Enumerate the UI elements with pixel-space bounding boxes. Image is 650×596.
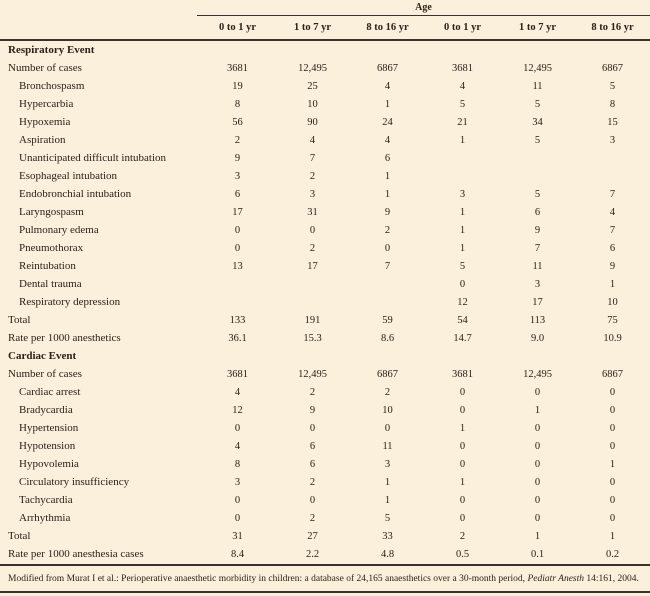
value-cell: 0	[609, 494, 616, 506]
value-cell: 8	[234, 458, 241, 470]
row-label: Esophageal intubation	[19, 170, 118, 182]
value-cell: 0	[534, 494, 541, 506]
row-label: Hypertension	[19, 422, 79, 434]
value-cell: 15	[607, 116, 618, 128]
row-label: Hypotension	[19, 440, 76, 452]
table-row	[0, 527, 650, 545]
value-cell: 17	[532, 296, 543, 308]
table-row	[0, 95, 650, 113]
value-cell: 9	[234, 152, 241, 164]
value-cell: 3681	[227, 368, 248, 380]
value-cell: 2	[309, 242, 316, 254]
value-cell: 8	[234, 98, 241, 110]
value-cell: 31	[307, 206, 318, 218]
value-cell: 0	[534, 512, 541, 524]
value-cell: 8.4	[230, 548, 245, 560]
table-row	[0, 455, 650, 473]
value-cell: 1	[459, 476, 466, 488]
value-cell: 15.3	[303, 332, 322, 344]
value-cell: 12,495	[298, 62, 327, 74]
table-body	[0, 41, 650, 563]
value-cell: 0	[459, 404, 466, 416]
value-cell: 9	[609, 260, 616, 272]
row-label: Unanticipated difficult intubation	[19, 152, 167, 164]
footnote-journal: Pediatr Anesth	[527, 574, 584, 584]
value-cell: 2	[459, 530, 466, 542]
value-cell: 1	[384, 98, 391, 110]
value-cell: 4	[384, 134, 391, 146]
value-cell: 11	[382, 440, 393, 452]
row-label: Bronchospasm	[19, 80, 85, 92]
value-cell: 17	[307, 260, 318, 272]
table-row	[0, 401, 650, 419]
value-cell: 0	[459, 494, 466, 506]
value-cell: 10	[382, 404, 393, 416]
value-cell: 5	[534, 134, 541, 146]
value-cell: 4	[234, 386, 241, 398]
value-cell: 19	[232, 80, 243, 92]
value-cell: 5	[534, 188, 541, 200]
value-cell: 0	[234, 224, 241, 236]
value-cell: 3681	[452, 62, 473, 74]
value-cell: 9	[534, 224, 541, 236]
value-cell: 4	[459, 80, 466, 92]
value-cell: 0	[234, 494, 241, 506]
value-cell: 9.0	[530, 332, 545, 344]
row-label: Tachycardia	[19, 494, 73, 506]
value-cell: 133	[229, 314, 246, 326]
value-cell: 0	[534, 422, 541, 434]
value-cell: 3	[384, 458, 391, 470]
value-cell: 1	[384, 494, 391, 506]
value-cell: 25	[307, 80, 318, 92]
value-cell: 9	[309, 404, 316, 416]
value-cell: 0.2	[605, 548, 620, 560]
table-row	[0, 257, 650, 275]
value-cell: 0	[459, 440, 466, 452]
value-cell: 8.6	[380, 332, 395, 344]
value-cell: 0	[534, 458, 541, 470]
table-row	[0, 113, 650, 131]
value-cell: 0	[534, 440, 541, 452]
value-cell: 0	[309, 494, 316, 506]
column-header: 8 to 16 yr	[366, 22, 409, 33]
value-cell: 1	[459, 206, 466, 218]
value-cell: 3	[534, 278, 541, 290]
value-cell: 8	[609, 98, 616, 110]
value-cell: 24	[382, 116, 393, 128]
value-cell: 0	[459, 386, 466, 398]
value-cell: 0	[234, 512, 241, 524]
value-cell: 0	[534, 386, 541, 398]
row-label: Arrhythmia	[19, 512, 71, 524]
value-cell: 0	[609, 422, 616, 434]
value-cell: 1	[384, 188, 391, 200]
value-cell: 6867	[602, 62, 623, 74]
value-cell: 3	[234, 476, 241, 488]
value-cell: 56	[232, 116, 243, 128]
table-row	[0, 509, 650, 527]
value-cell: 12	[457, 296, 468, 308]
row-label: Endobronchial intubation	[19, 188, 132, 200]
value-cell: 4	[609, 206, 616, 218]
value-cell: 2.2	[305, 548, 320, 560]
value-cell: 0	[609, 512, 616, 524]
value-cell: 1	[534, 530, 541, 542]
value-cell: 13	[232, 260, 243, 272]
table-row	[0, 419, 650, 437]
row-label: Pulmonary edema	[19, 224, 99, 236]
row-label: Pneumothorax	[19, 242, 84, 254]
value-cell: 6	[534, 206, 541, 218]
table-row	[0, 149, 650, 167]
row-label: Rate per 1000 anesthesia cases	[8, 548, 144, 560]
value-cell: 1	[609, 278, 616, 290]
value-cell: 2	[309, 386, 316, 398]
value-cell: 21	[457, 116, 468, 128]
row-label: Number of cases	[8, 368, 82, 380]
row-label: Total	[8, 314, 31, 326]
section-header: Cardiac Event	[8, 350, 77, 362]
value-cell: 3	[234, 170, 241, 182]
value-cell: 0	[309, 422, 316, 434]
value-cell: 0	[234, 242, 241, 254]
table-row	[0, 275, 650, 293]
value-cell: 5	[534, 98, 541, 110]
age-header-label: Age	[415, 2, 432, 13]
value-cell: 9	[384, 206, 391, 218]
value-cell: 11	[532, 260, 543, 272]
table-row	[0, 365, 650, 383]
row-label: Respiratory depression	[19, 296, 121, 308]
table-row	[0, 131, 650, 149]
value-cell: 12,495	[298, 368, 327, 380]
value-cell: 6867	[377, 368, 398, 380]
row-label: Total	[8, 530, 31, 542]
value-cell: 1	[609, 458, 616, 470]
value-cell: 7	[609, 188, 616, 200]
value-cell: 59	[382, 314, 393, 326]
value-cell: 0	[459, 278, 466, 290]
value-cell: 7	[384, 260, 391, 272]
value-cell: 6	[309, 440, 316, 452]
value-cell: 3	[609, 134, 616, 146]
column-header: 1 to 7 yr	[293, 22, 332, 33]
age-header-spacer	[0, 0, 197, 16]
column-header: 8 to 16 yr	[591, 22, 634, 33]
value-cell: 10.9	[603, 332, 622, 344]
value-cell: 7	[534, 242, 541, 254]
value-cell: 4	[384, 80, 391, 92]
value-cell: 2	[384, 386, 391, 398]
value-cell: 113	[529, 314, 546, 326]
value-cell: 1	[459, 422, 466, 434]
value-cell: 1	[459, 224, 466, 236]
value-cell: 191	[304, 314, 321, 326]
value-cell: 1	[459, 134, 466, 146]
value-cell: 1	[384, 170, 391, 182]
age-header-row	[0, 0, 650, 16]
row-label: Dental trauma	[19, 278, 82, 290]
value-cell: 1	[609, 530, 616, 542]
row-label: Hypercarbia	[19, 98, 74, 110]
value-cell: 0	[609, 404, 616, 416]
table-row	[0, 293, 650, 311]
value-cell: 1	[384, 476, 391, 488]
row-label: Aspiration	[19, 134, 66, 146]
value-cell: 0	[309, 224, 316, 236]
table-row	[0, 545, 650, 563]
value-cell: 5	[459, 260, 466, 272]
table-row	[0, 239, 650, 257]
column-header: 1 to 7 yr	[518, 22, 557, 33]
value-cell: 11	[532, 80, 543, 92]
value-cell: 2	[309, 476, 316, 488]
table-row	[0, 203, 650, 221]
value-cell: 3681	[227, 62, 248, 74]
row-label: Hypoxemia	[19, 116, 71, 128]
value-cell: 0.5	[455, 548, 470, 560]
table-row	[0, 59, 650, 77]
value-cell: 0	[534, 476, 541, 488]
column-header-row	[0, 16, 650, 41]
value-cell: 2	[234, 134, 241, 146]
table-row	[0, 311, 650, 329]
value-cell: 2	[309, 170, 316, 182]
value-cell: 90	[307, 116, 318, 128]
table-row	[0, 221, 650, 239]
value-cell: 5	[384, 512, 391, 524]
row-label: Hypovolemia	[19, 458, 79, 470]
value-cell: 7	[609, 224, 616, 236]
footnote-citation: 14:161, 2004.	[584, 574, 639, 584]
row-label: Cardiac arrest	[19, 386, 81, 398]
value-cell: 10	[607, 296, 618, 308]
value-cell: 33	[382, 530, 393, 542]
value-cell: 31	[232, 530, 243, 542]
value-cell: 0.1	[530, 548, 545, 560]
value-cell: 4.8	[380, 548, 395, 560]
value-cell: 0	[609, 386, 616, 398]
table-row	[0, 473, 650, 491]
value-cell: 0	[384, 242, 391, 254]
value-cell: 12,495	[523, 368, 552, 380]
row-label: Circulatory insufficiency	[19, 476, 130, 488]
value-cell: 54	[457, 314, 468, 326]
section-header: Respiratory Event	[8, 44, 95, 56]
table-row	[0, 383, 650, 401]
row-label: Laryngospasm	[19, 206, 84, 218]
row-label: Reintubation	[19, 260, 76, 272]
table-row	[0, 167, 650, 185]
bottom-rule	[0, 591, 650, 593]
value-cell: 10	[307, 98, 318, 110]
table-row	[0, 77, 650, 95]
table-row	[0, 329, 650, 347]
value-cell: 12,495	[523, 62, 552, 74]
value-cell: 0	[609, 476, 616, 488]
row-label: Bradycardia	[19, 404, 73, 416]
table-row	[0, 437, 650, 455]
value-cell: 6	[309, 458, 316, 470]
value-cell: 17	[232, 206, 243, 218]
value-cell: 12	[232, 404, 243, 416]
value-cell: 6	[234, 188, 241, 200]
value-cell: 6	[609, 242, 616, 254]
value-cell: 4	[309, 134, 316, 146]
value-cell: 36.1	[228, 332, 247, 344]
value-cell: 6	[384, 152, 391, 164]
column-header: 0 to 1 yr	[443, 22, 482, 33]
value-cell: 0	[459, 458, 466, 470]
value-cell: 3	[309, 188, 316, 200]
value-cell: 5	[459, 98, 466, 110]
value-cell: 1	[534, 404, 541, 416]
value-cell: 4	[234, 440, 241, 452]
value-cell: 5	[609, 80, 616, 92]
age-header	[197, 0, 650, 16]
value-cell: 0	[459, 512, 466, 524]
row-label: Rate per 1000 anesthetics	[8, 332, 121, 344]
table-row	[0, 491, 650, 509]
value-cell: 34	[532, 116, 543, 128]
value-cell: 2	[309, 512, 316, 524]
value-cell: 0	[384, 422, 391, 434]
footnote	[0, 566, 650, 585]
value-cell: 3681	[452, 368, 473, 380]
footnote-text: Modified from Murat I et al.: Perioperative anaesthetic morbidity in children: a database of 24,165 anaesthetics over a 30-month period,	[8, 574, 528, 584]
table-row	[0, 185, 650, 203]
value-cell: 27	[307, 530, 318, 542]
value-cell: 14.7	[453, 332, 472, 344]
value-cell: 1	[459, 242, 466, 254]
value-cell: 2	[384, 224, 391, 236]
value-cell: 6867	[602, 368, 623, 380]
value-cell: 7	[309, 152, 316, 164]
value-cell: 75	[607, 314, 618, 326]
value-cell: 0	[609, 440, 616, 452]
row-label: Number of cases	[8, 62, 82, 74]
value-cell: 3	[459, 188, 466, 200]
value-cell: 0	[234, 422, 241, 434]
value-cell: 6867	[377, 62, 398, 74]
column-header: 0 to 1 yr	[218, 22, 257, 33]
